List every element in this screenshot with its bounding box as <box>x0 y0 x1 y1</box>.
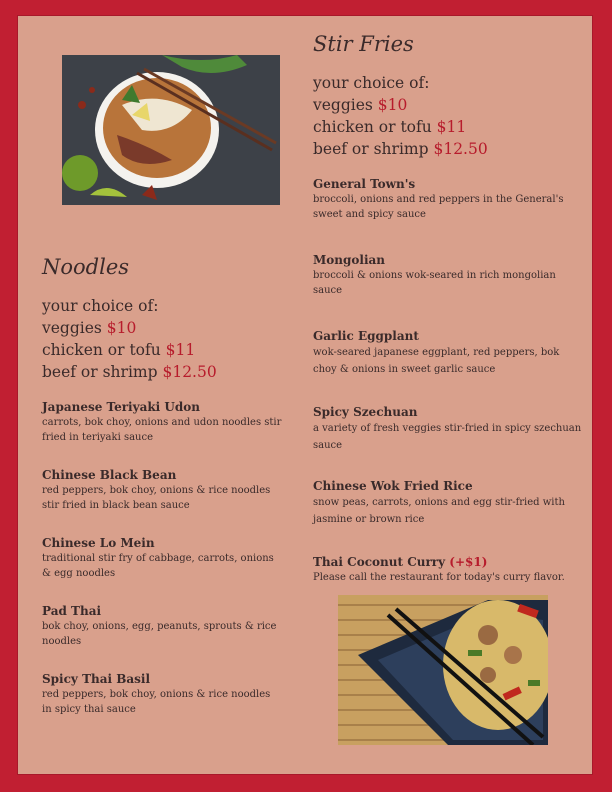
choice-block <box>42 295 282 383</box>
choice-label: veggies <box>313 96 373 114</box>
item-desc: red peppers, bok choy, onions & rice noodles in spicy thai sauce <box>42 689 271 715</box>
item-desc: Please call the restaurant for today's curry flavor. <box>313 572 565 583</box>
special-name: Thai Coconut Curry <box>313 555 446 569</box>
section-heading: Noodles <box>42 255 130 279</box>
choice-beef-shrimp <box>42 361 282 383</box>
special-extra-price: (+$1) <box>449 555 488 569</box>
item-desc: wok-seared japanese eggplant, red peppers, bok choy & onions in sweet garlic sauce <box>313 347 560 375</box>
choice-veggies <box>313 94 583 116</box>
menu-page <box>17 15 593 775</box>
menu-item-special <box>313 554 583 585</box>
choice-price: $10 <box>106 319 137 337</box>
item-desc: carrots, bok choy, onions and udon noodles stir fried in teriyaki sauce <box>42 417 282 443</box>
item-desc: broccoli, onions and red peppers in the General's sweet and spicy sauce <box>313 194 564 220</box>
choice-price: $11 <box>165 341 196 359</box>
choice-label: beef or shrimp <box>42 363 158 381</box>
choice-chicken-tofu <box>42 339 282 361</box>
item-desc: bok choy, onions, egg, peanuts, sprouts & rice noodles <box>42 621 277 647</box>
choice-label: beef or shrimp <box>313 140 429 158</box>
item-name: Spicy Thai Basil <box>42 672 151 686</box>
item-name: Japanese Teriyaki Udon <box>42 400 200 414</box>
item-name: Garlic Eggplant <box>313 329 419 343</box>
item-desc: traditional stir fry of cabbage, carrots, onions & egg noodles <box>42 553 274 579</box>
choice-beef-shrimp <box>313 138 583 160</box>
menu-item <box>42 603 282 649</box>
item-name <box>313 554 583 570</box>
choice-price: $12.50 <box>162 363 217 381</box>
menu-item <box>313 478 583 528</box>
item-desc: snow peas, carrots, onions and egg stir-fried with jasmine or brown rice <box>313 497 565 525</box>
item-desc: red peppers, bok choy, onions & rice noodles stir fried in black bean sauce <box>42 485 271 511</box>
item-name: Mongolian <box>313 253 386 267</box>
choice-label: chicken or tofu <box>313 118 432 136</box>
item-desc: a variety of fresh veggies stir-fried in spicy szechuan sauce <box>313 423 582 451</box>
item-name: General Town's <box>313 177 416 191</box>
choice-chicken-tofu <box>313 116 583 138</box>
menu-item <box>313 252 583 298</box>
choice-veggies <box>42 317 282 339</box>
stir-fries-section <box>313 32 583 599</box>
menu-item <box>42 535 282 581</box>
section-heading: Stir Fries <box>313 32 414 56</box>
item-name: Chinese Black Bean <box>42 468 177 482</box>
item-desc: broccoli & onions wok-seared in rich mongolian sauce <box>313 270 556 296</box>
choice-price: $10 <box>377 96 408 114</box>
choice-label: veggies <box>42 319 102 337</box>
item-name: Pad Thai <box>42 604 102 618</box>
choice-block <box>313 72 583 160</box>
menu-item <box>42 399 282 445</box>
item-name: Chinese Lo Mein <box>42 536 155 550</box>
menu-item <box>313 404 583 454</box>
choice-label: chicken or tofu <box>42 341 161 359</box>
noodle-bowl-photo <box>62 55 280 205</box>
choice-price: $12.50 <box>433 140 488 158</box>
choice-intro: your choice of: <box>42 297 159 315</box>
choice-intro: your choice of: <box>313 74 430 92</box>
noodles-section <box>42 255 282 731</box>
item-name: Spicy Szechuan <box>313 405 418 419</box>
choice-price: $11 <box>436 118 467 136</box>
menu-item <box>313 176 583 222</box>
stir-fry-photo <box>338 595 548 745</box>
item-name: Chinese Wok Fried Rice <box>313 479 473 493</box>
menu-item <box>313 328 583 378</box>
menu-item <box>42 671 282 717</box>
menu-item <box>42 467 282 513</box>
